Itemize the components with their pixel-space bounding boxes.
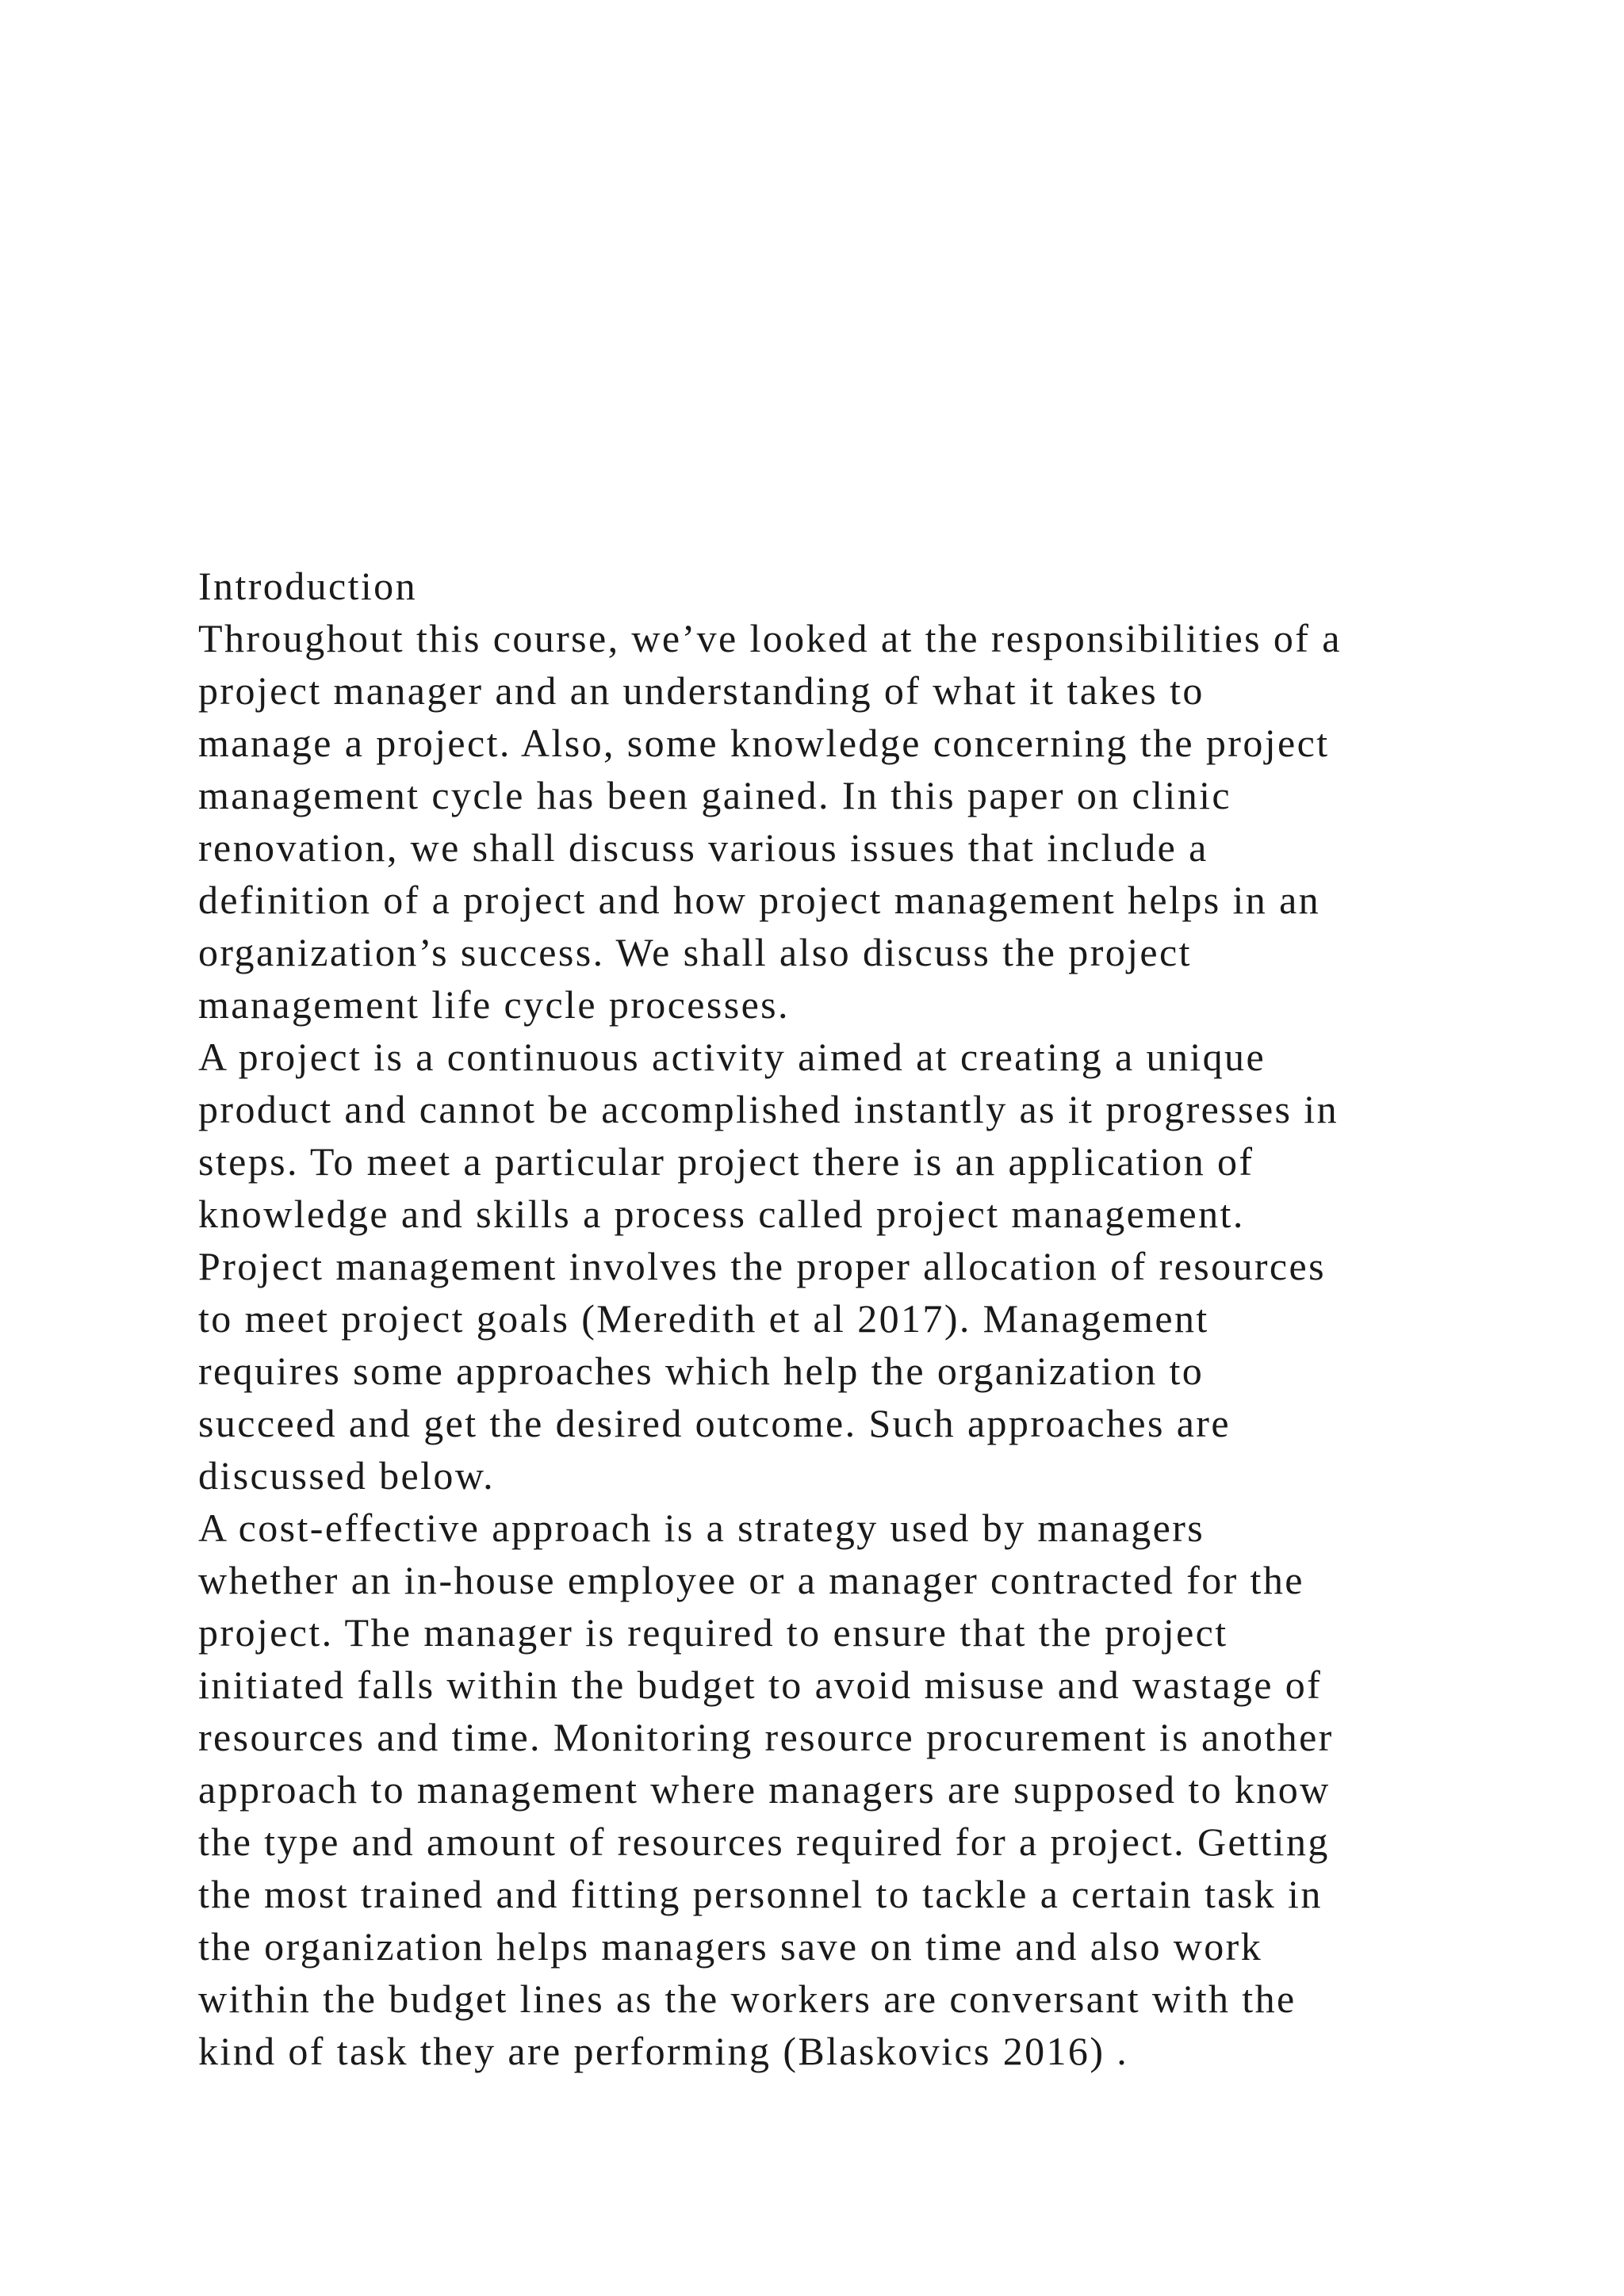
text-line: A cost-effective approach is a strategy used by managers (198, 1506, 1205, 1550)
text-line: organization’s success. We shall also discuss the project (198, 930, 1192, 974)
text-line: product and cannot be accomplished instantly as it progresses in (198, 1087, 1339, 1131)
text-line: requires some approaches which help the organization to (198, 1349, 1205, 1393)
text-line: succeed and get the desired outcome. Such approaches are (198, 1401, 1231, 1445)
text-line: resources and time. Monitoring resource procurement is another (198, 1715, 1334, 1759)
text-line: knowledge and skills a process called project management. (198, 1192, 1245, 1236)
text-line: steps. To meet a particular project there is an application of (198, 1139, 1254, 1184)
text-line: approach to management where managers are supposed to know (198, 1767, 1331, 1812)
text-line: management cycle has been gained. In this paper on clinic (198, 773, 1232, 817)
text-line: whether an in-house employee or a manager contracted for the (198, 1558, 1304, 1602)
text-line: Project management involves the proper allocation of resources (198, 1244, 1326, 1288)
text-line: project manager and an understanding of what it takes to (198, 668, 1205, 713)
text-line: definition of a project and how project management helps in an (198, 878, 1321, 922)
text-line: the most trained and fitting personnel to tackle a certain task in (198, 1872, 1323, 1916)
text-line: A project is a continuous activity aimed at creating a unique (198, 1035, 1266, 1079)
document-body (198, 560, 1546, 2077)
text-line: to meet project goals (Meredith et al 2017). Management (198, 1296, 1209, 1341)
text-line: discussed below. (198, 1453, 495, 1498)
text-line: Throughout this course, we’ve looked at the responsibilities of a (198, 616, 1342, 660)
text-line: the organization helps managers save on time and also work (198, 1924, 1263, 1969)
section-heading: Introduction (198, 564, 417, 608)
text-line: project. The manager is required to ensure that the project (198, 1610, 1228, 1655)
text-line: within the budget lines as the workers are conversant with the (198, 1976, 1297, 2021)
text-line: renovation, we shall discuss various issues that include a (198, 825, 1208, 870)
text-line: manage a project. Also, some knowledge concerning the project (198, 721, 1330, 765)
text-line: kind of task they are performing (Blaskovics 2016) . (198, 2029, 1129, 2073)
text-line: the type and amount of resources required for a project. Getting (198, 1820, 1330, 1864)
text-line: initiated falls within the budget to avoid misuse and wastage of (198, 1663, 1323, 1707)
text-line: management life cycle processes. (198, 982, 790, 1027)
